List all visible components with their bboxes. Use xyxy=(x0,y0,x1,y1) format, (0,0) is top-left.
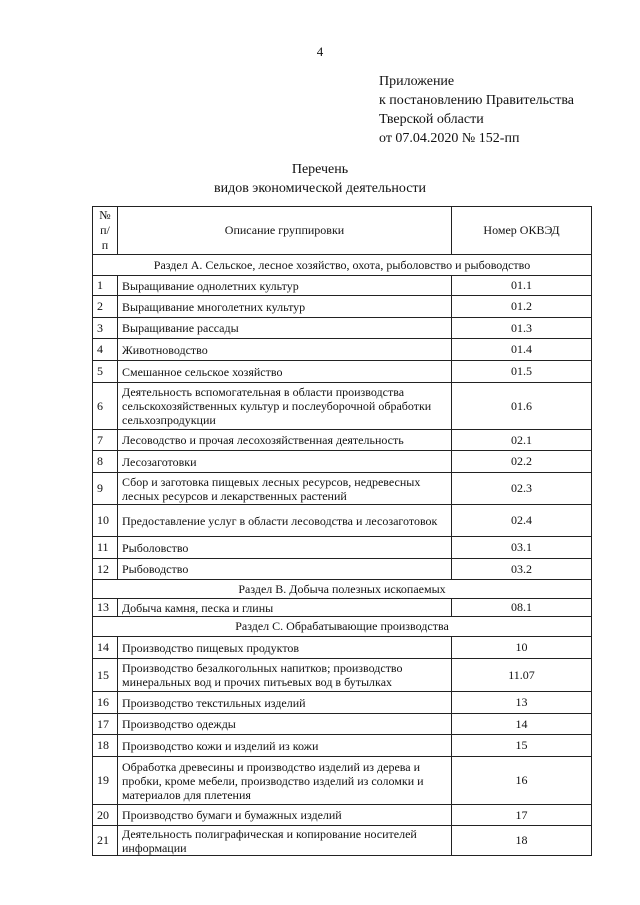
table-row xyxy=(93,599,592,617)
row-okved-code: 02.3 xyxy=(452,473,592,505)
row-description: Выращивание однолетних культур xyxy=(118,276,452,296)
row-number: 7 xyxy=(93,430,118,451)
appendix-line: от 07.04.2020 № 152-пп xyxy=(379,131,520,146)
header-number-line2: п/п xyxy=(100,223,110,252)
row-okved-code: 11.07 xyxy=(452,659,592,692)
row-okved-code: 02.1 xyxy=(452,430,592,451)
row-number: 5 xyxy=(93,361,118,383)
row-number: 11 xyxy=(93,537,118,559)
row-okved-code: 16 xyxy=(452,757,592,805)
row-description: Рыбоводство xyxy=(118,559,452,580)
table-row xyxy=(93,339,592,361)
row-number: 13 xyxy=(93,599,118,617)
table-row xyxy=(93,361,592,383)
row-number: 16 xyxy=(93,692,118,714)
section-row xyxy=(93,617,592,637)
row-description: Обработка древесины и производство изделий из дерева и пробки, кроме мебели, производство изделий из соломки и материалов для плетения xyxy=(118,757,452,805)
header-number xyxy=(93,207,118,255)
row-description: Производство безалкогольных напитков; производство минеральных вод и прочих питьевых вод в бутылках xyxy=(118,659,452,692)
title-line: видов экономической деятельности xyxy=(213,181,427,196)
table-row xyxy=(93,692,592,714)
row-okved-code: 03.2 xyxy=(452,559,592,580)
row-description: Деятельность вспомогательная в области производства сельскохозяйственных культур и послеуборочной обработки сельхозпродукции xyxy=(118,383,452,430)
row-okved-code: 14 xyxy=(452,714,592,735)
row-number: 21 xyxy=(93,826,118,856)
row-okved-code: 08.1 xyxy=(452,599,592,617)
row-okved-code: 01.5 xyxy=(452,361,592,383)
row-description: Производство одежды xyxy=(118,714,452,735)
row-description: Производство кожи и изделий из кожи xyxy=(118,735,452,757)
table-row xyxy=(93,757,592,805)
row-description: Предоставление услуг в области лесоводства и лесозаготовок xyxy=(118,505,452,537)
activities-table xyxy=(92,206,592,856)
table-row xyxy=(93,296,592,318)
row-okved-code: 03.1 xyxy=(452,537,592,559)
table-row xyxy=(93,559,592,580)
section-title: Раздел С. Обрабатывающие производства xyxy=(93,617,592,637)
section-title: Раздел В. Добыча полезных ископаемых xyxy=(93,580,592,599)
row-description: Выращивание рассады xyxy=(118,318,452,339)
row-okved-code: 15 xyxy=(452,735,592,757)
header-number-line1: № xyxy=(99,208,111,222)
page-number: 4 xyxy=(316,44,324,59)
row-description: Лесоводство и прочая лесохозяйственная деятельность xyxy=(118,430,452,451)
row-description: Производство бумаги и бумажных изделий xyxy=(118,805,452,826)
row-number: 2 xyxy=(93,296,118,318)
section-row xyxy=(93,580,592,599)
table-row xyxy=(93,659,592,692)
row-number: 1 xyxy=(93,276,118,296)
section-row xyxy=(93,255,592,276)
row-description: Производство пищевых продуктов xyxy=(118,637,452,659)
row-number: 20 xyxy=(93,805,118,826)
table-row xyxy=(93,473,592,505)
row-okved-code: 02.2 xyxy=(452,451,592,473)
table-row xyxy=(93,318,592,339)
document-title xyxy=(0,160,640,198)
row-okved-code: 01.1 xyxy=(452,276,592,296)
row-okved-code: 01.6 xyxy=(452,383,592,430)
row-okved-code: 02.4 xyxy=(452,505,592,537)
row-number: 3 xyxy=(93,318,118,339)
row-number: 8 xyxy=(93,451,118,473)
table-row xyxy=(93,276,592,296)
row-okved-code: 13 xyxy=(452,692,592,714)
row-number: 14 xyxy=(93,637,118,659)
table-row xyxy=(93,735,592,757)
row-okved-code: 01.4 xyxy=(452,339,592,361)
row-okved-code: 17 xyxy=(452,805,592,826)
header-description: Описание группировки xyxy=(118,207,452,255)
table-row xyxy=(93,537,592,559)
row-number: 17 xyxy=(93,714,118,735)
appendix-block xyxy=(379,72,574,148)
row-description: Выращивание многолетних культур xyxy=(118,296,452,318)
row-okved-code: 01.2 xyxy=(452,296,592,318)
table-row xyxy=(93,383,592,430)
table-row xyxy=(93,637,592,659)
title-line: Перечень xyxy=(291,162,349,177)
appendix-line: Приложение xyxy=(379,74,455,89)
table-row xyxy=(93,505,592,537)
row-number: 19 xyxy=(93,757,118,805)
row-number: 12 xyxy=(93,559,118,580)
row-number: 6 xyxy=(93,383,118,430)
row-number: 9 xyxy=(93,473,118,505)
row-description: Рыболовство xyxy=(118,537,452,559)
table-header-row xyxy=(93,207,592,255)
table-row xyxy=(93,451,592,473)
row-description: Лесозаготовки xyxy=(118,451,452,473)
row-description: Деятельность полиграфическая и копирование носителей информации xyxy=(118,826,452,856)
table-row xyxy=(93,826,592,856)
row-okved-code: 18 xyxy=(452,826,592,856)
row-description: Сбор и заготовка пищевых лесных ресурсов, недревесных лесных ресурсов и лекарственных растений xyxy=(118,473,452,505)
table-row xyxy=(93,430,592,451)
row-number: 18 xyxy=(93,735,118,757)
row-description: Добыча камня, песка и глины xyxy=(118,599,452,617)
row-okved-code: 10 xyxy=(452,637,592,659)
table-row xyxy=(93,805,592,826)
row-okved-code: 01.3 xyxy=(452,318,592,339)
row-description: Смешанное сельское хозяйство xyxy=(118,361,452,383)
row-number: 4 xyxy=(93,339,118,361)
appendix-line: к постановлению Правительства xyxy=(379,93,575,108)
row-description: Производство текстильных изделий xyxy=(118,692,452,714)
appendix-line: Тверской области xyxy=(379,112,484,127)
section-title: Раздел А. Сельское, лесное хозяйство, охота, рыболовство и рыбоводство xyxy=(93,255,592,276)
header-code: Номер ОКВЭД xyxy=(452,207,592,255)
table-row xyxy=(93,714,592,735)
row-number: 10 xyxy=(93,505,118,537)
row-description: Животноводство xyxy=(118,339,452,361)
row-number: 15 xyxy=(93,659,118,692)
